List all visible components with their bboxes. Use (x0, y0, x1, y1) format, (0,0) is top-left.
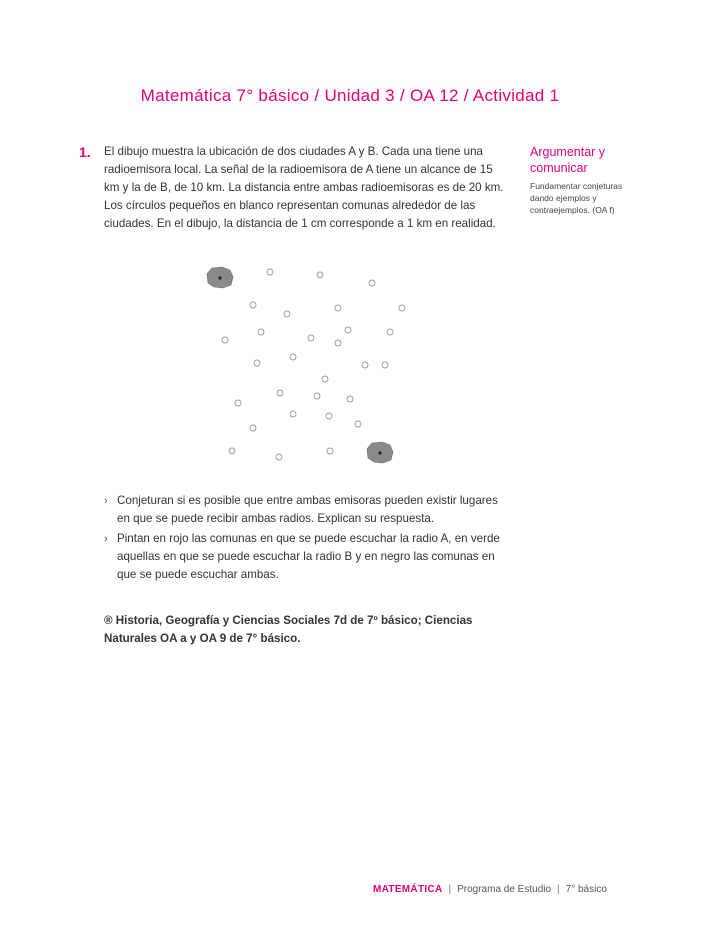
commune-circle (267, 269, 273, 275)
commune-circle (387, 329, 393, 335)
commune-circle (254, 360, 260, 366)
commune-circle (314, 393, 320, 399)
activity-bullets (104, 492, 504, 586)
commune-circle (290, 411, 296, 417)
commune-circle (290, 354, 296, 360)
commune-circle (369, 280, 375, 286)
footer-separator: | (448, 884, 452, 895)
commune-circle (229, 448, 235, 454)
commune-circle (347, 396, 353, 402)
commune-circle (308, 335, 314, 341)
skill-description: Fundamentar conjeturas dando ejemplos y contraejemplos. (OA f) (530, 181, 623, 215)
cross-curricular-note: ® Historia, Geografía y Ciencias Sociales 7d de 7º básico; Ciencias Naturales OA a y OA 9 de 7° básico. (104, 614, 473, 645)
commune-circle (335, 305, 341, 311)
chevron-right-icon: › (104, 533, 108, 545)
bullet-text: Pintan en rojo las comunas en que se puede escuchar la radio A, en verde aquellas en que se puede escuchar la radio B y en negro las comunas en que se puede escuchar ambas. (117, 532, 500, 581)
commune-circle (362, 362, 368, 368)
commune-circle (258, 329, 264, 335)
city-map-diagram (195, 258, 425, 468)
commune-circle (345, 327, 351, 333)
page-title: Matemática 7° básico / Unidad 3 / OA 12 / Actividad 1 (140, 86, 560, 105)
commune-circle (317, 272, 323, 278)
commune-circle (335, 340, 341, 346)
commune-circle (222, 337, 228, 343)
commune-circle (250, 425, 256, 431)
bullet-item (104, 530, 504, 584)
question-number: 1. (79, 144, 91, 160)
radio-station-dot (378, 451, 381, 454)
commune-circle (322, 376, 328, 382)
commune-circle (235, 400, 241, 406)
question-text: El dibujo muestra la ubicación de dos ciudades A y B. Cada una tiene una radioemisora local. La señal de la radioemisora de A tiene un alcance de 15 km y la de B, de 10 km. La distancia entre ambas radioemisoras es de 20 km. Los círculos pequeños en blanco representan comunas alrededor de las ciudades. En el dibujo, la distancia de 1 cm corresponde a 1 km en realidad. (104, 145, 504, 230)
chevron-right-icon: › (104, 495, 108, 507)
footer-grade: 7° básico (565, 884, 607, 895)
skill-title: Argumentar y comunicar (530, 145, 606, 175)
radio-station-dot (218, 276, 221, 279)
footer-separator: | (557, 884, 560, 895)
footer-program: Programa de Estudio (457, 884, 552, 895)
commune-circle (284, 311, 290, 317)
commune-circle (326, 413, 332, 419)
commune-circle (277, 390, 283, 396)
commune-circle (276, 454, 282, 460)
bullet-item (104, 492, 504, 528)
page-footer (373, 884, 607, 895)
city-b-marker (367, 442, 393, 463)
commune-circle (250, 302, 256, 308)
commune-circle (327, 448, 333, 454)
commune-circle (399, 305, 405, 311)
commune-circle (355, 421, 361, 427)
bullet-text: Conjeturan si es posible que entre ambas emisoras pueden existir lugares en que se puede recibir ambas radios. Explican su respuesta. (117, 494, 498, 525)
commune-circle (382, 362, 388, 368)
city-a-marker (207, 267, 233, 288)
footer-brand: MATEMÁTICA (373, 884, 443, 895)
